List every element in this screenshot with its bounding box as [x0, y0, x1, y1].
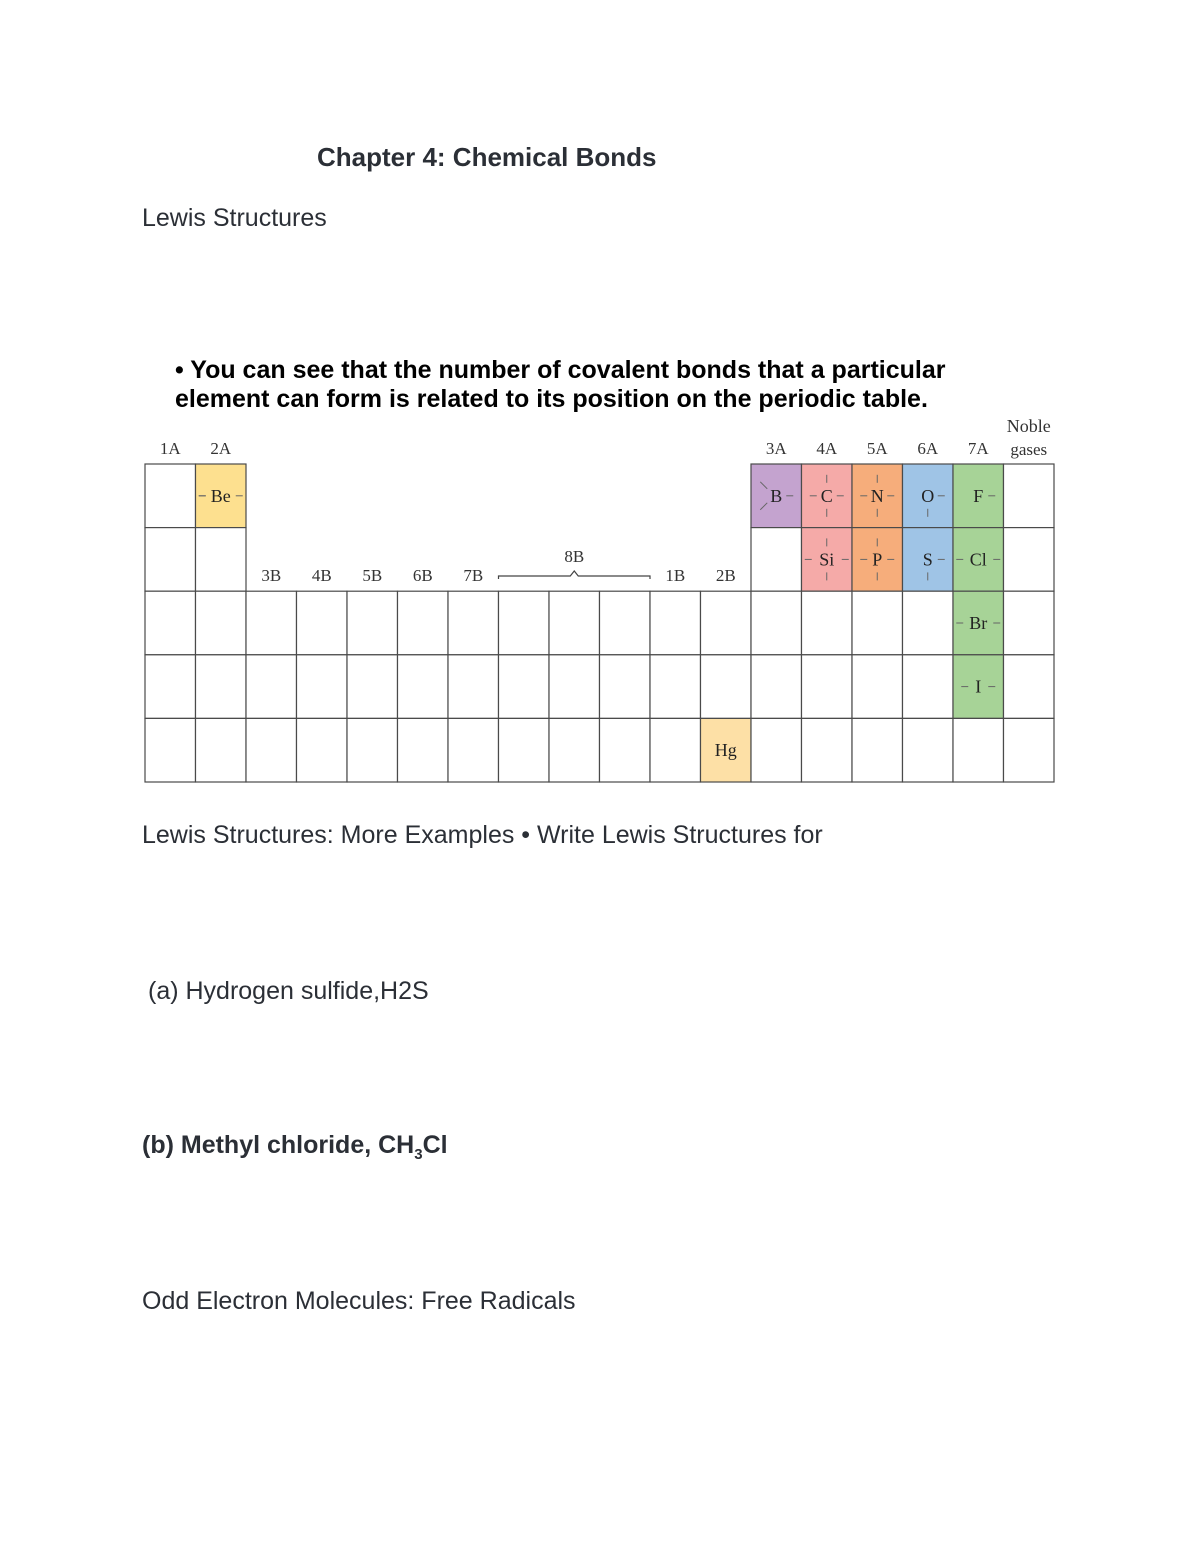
table-cell — [802, 591, 853, 655]
table-cell — [1004, 591, 1055, 655]
bullet-line-2: element can form is related to its position on the periodic table. — [175, 385, 928, 413]
group-label-3b: 3B — [261, 566, 282, 585]
element-symbol-p: P — [872, 549, 883, 570]
table-cell — [549, 718, 600, 782]
element-symbol-c: C — [820, 485, 833, 506]
group-label-1b: 1B — [665, 566, 686, 585]
table-cell — [852, 655, 903, 719]
table-cell — [499, 718, 550, 782]
element-symbol-br: Br — [969, 613, 988, 633]
table-cell — [903, 718, 954, 782]
table-cell — [751, 528, 802, 592]
group-label-4a: 4A — [816, 439, 838, 458]
group-label-7b: 7B — [463, 566, 484, 585]
table-cell — [297, 655, 348, 719]
table-cell — [145, 591, 196, 655]
table-cell — [246, 718, 297, 782]
table-cell — [600, 655, 651, 719]
table-cell — [600, 718, 651, 782]
element-symbol-i: I — [975, 676, 982, 697]
table-cell — [448, 718, 499, 782]
element-symbol-n: N — [870, 485, 884, 506]
group-label-2a: 2A — [210, 439, 232, 458]
table-cell — [145, 528, 196, 592]
table-cell — [903, 591, 954, 655]
table-cell — [701, 655, 752, 719]
table-cell — [600, 591, 651, 655]
table-cell — [1004, 464, 1055, 528]
element-symbol-hg: Hg — [714, 740, 737, 761]
element-symbol-f: F — [973, 485, 984, 506]
table-cell — [549, 591, 600, 655]
element-symbol-cl: Cl — [969, 549, 987, 570]
table-cell — [549, 655, 600, 719]
group-label-2b: 2B — [715, 566, 736, 585]
group-label-6a: 6A — [917, 439, 939, 458]
noble-gases-label: gases — [1010, 440, 1048, 459]
table-cell — [246, 655, 297, 719]
table-cell — [347, 718, 398, 782]
example-a: (a) Hydrogen sulfide,H2S — [148, 977, 429, 1005]
table-cell — [246, 591, 297, 655]
table-cell — [751, 655, 802, 719]
table-cell — [297, 591, 348, 655]
group-label-4b: 4B — [311, 566, 332, 585]
table-cell — [145, 718, 196, 782]
table-cell — [398, 718, 449, 782]
table-cell — [196, 591, 247, 655]
table-cell — [751, 718, 802, 782]
table-cell — [650, 718, 701, 782]
table-cell — [196, 528, 247, 592]
table-cell — [802, 655, 853, 719]
more-examples-heading: Lewis Structures: More Examples • Write Lewis Structures for — [142, 821, 823, 849]
element-symbol-b: B — [770, 485, 783, 506]
table-cell — [145, 655, 196, 719]
odd-electron-heading: Odd Electron Molecules: Free Radicals — [142, 1287, 576, 1315]
table-cell — [650, 591, 701, 655]
table-cell — [499, 591, 550, 655]
page-title: Chapter 4: Chemical Bonds — [317, 142, 657, 172]
table-cell — [297, 718, 348, 782]
example-b-subscript: 3 — [414, 1146, 423, 1163]
table-cell — [398, 655, 449, 719]
group-label-5a: 5A — [866, 439, 888, 458]
group-label-1a: 1A — [159, 439, 181, 458]
table-cell — [953, 718, 1004, 782]
table-cell — [145, 464, 196, 528]
table-cell — [499, 655, 550, 719]
group-label-8b: 8B — [564, 547, 585, 566]
table-cell — [448, 591, 499, 655]
noble-gases-label: Noble — [1006, 416, 1051, 436]
element-symbol-be: Be — [210, 485, 231, 506]
example-b — [142, 1131, 448, 1163]
element-symbol-o: O — [921, 485, 935, 506]
table-cell — [701, 591, 752, 655]
example-b-text: (b) Methyl chloride, CH — [142, 1131, 415, 1159]
table-cell — [347, 591, 398, 655]
group-label-3a: 3A — [765, 439, 787, 458]
table-cell — [1004, 718, 1055, 782]
table-cell — [650, 655, 701, 719]
brace-8b — [499, 571, 651, 579]
table-cell — [1004, 655, 1055, 719]
table-cell — [852, 718, 903, 782]
bullet-line-1: • You can see that the number of covalent bonds that a particular — [175, 356, 946, 384]
group-label-6b: 6B — [412, 566, 433, 585]
table-cell — [802, 718, 853, 782]
element-symbol-si: Si — [819, 549, 835, 570]
group-label-7a: 7A — [967, 439, 989, 458]
table-cell — [196, 655, 247, 719]
table-cell — [448, 655, 499, 719]
table-cell — [398, 591, 449, 655]
example-b-suffix: Cl — [422, 1131, 448, 1159]
section-heading-lewis-structures: Lewis Structures — [142, 204, 327, 232]
group-label-5b: 5B — [362, 566, 383, 585]
table-cell — [1004, 528, 1055, 592]
element-symbol-s: S — [922, 549, 933, 570]
table-cell — [347, 655, 398, 719]
table-cell — [196, 718, 247, 782]
table-cell — [751, 591, 802, 655]
table-cell — [903, 655, 954, 719]
table-cell — [852, 591, 903, 655]
